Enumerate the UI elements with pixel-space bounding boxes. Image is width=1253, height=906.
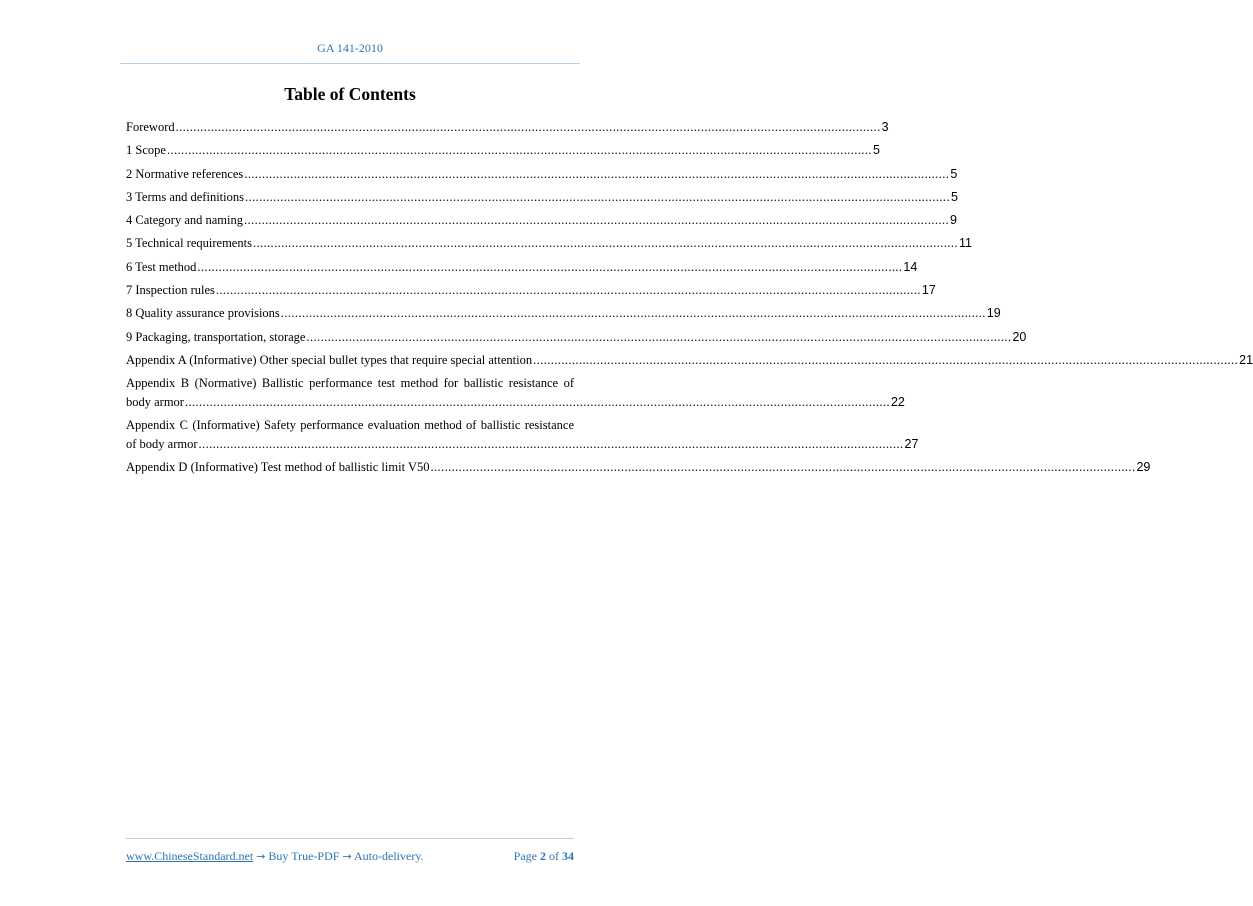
dot-leader: ........................................................................................................................................................................................................ bbox=[280, 306, 986, 321]
running-header: GA 141-2010 bbox=[317, 41, 383, 55]
page-of-label: of bbox=[549, 849, 559, 863]
toc-entry-technical-requirements[interactable] bbox=[126, 235, 972, 251]
toc-entry-scope[interactable] bbox=[126, 142, 880, 158]
dot-leader: ........................................................................................................................................................................................................ bbox=[252, 236, 958, 251]
toc-page-number: 22 bbox=[890, 394, 905, 409]
toc-page-number: 9 bbox=[950, 213, 957, 228]
toc-page-number: 27 bbox=[904, 436, 919, 451]
dot-leader: ........................................................................................................................................................................................................ bbox=[197, 259, 903, 274]
toc-entry-terms-and-definitions[interactable] bbox=[126, 189, 958, 205]
toc-entry-foreword[interactable] bbox=[126, 119, 889, 135]
toc-page-number: 17 bbox=[921, 283, 936, 298]
website-link[interactable]: www.ChineseStandard.net bbox=[126, 849, 254, 863]
page-current: 2 bbox=[540, 849, 546, 863]
dot-leader: ........................................................................................................................................................................................................ bbox=[166, 143, 872, 158]
footer-divider bbox=[126, 838, 574, 839]
dot-leader: ........................................................................................................................................................................................................ bbox=[244, 213, 949, 228]
toc-entry-appendix-d[interactable] bbox=[126, 459, 1151, 475]
toc-page-number: 11 bbox=[958, 236, 972, 251]
arrow-right-icon: → bbox=[256, 850, 266, 863]
toc-entry-text-line1: Appendix B (Normative) Ballistic performance test method for ballistic resistance of bbox=[126, 376, 574, 391]
footer-left bbox=[126, 849, 424, 864]
toc-entry-text: 1 Scope bbox=[126, 143, 166, 158]
toc-page-number: 5 bbox=[950, 166, 958, 181]
toc-entry-appendix-b[interactable] bbox=[126, 375, 905, 410]
toc-entry-text: 3 Terms and definitions bbox=[126, 189, 244, 204]
toc-entry-packaging[interactable] bbox=[126, 329, 1027, 345]
toc-page-number: 19 bbox=[986, 306, 1001, 321]
toc-entry-text: Foreword bbox=[126, 120, 175, 134]
toc-entry-text-line1: Appendix C (Informative) Safety performance evaluation method of ballistic resistance bbox=[126, 418, 574, 433]
header-divider bbox=[120, 63, 580, 64]
toc-entry-text: 6 Test method bbox=[126, 259, 197, 274]
toc-entry-normative-references[interactable] bbox=[126, 166, 958, 182]
dot-leader: ........................................................................................................................................................................................................ bbox=[306, 329, 1012, 344]
page-footer bbox=[126, 849, 574, 864]
toc-entry-text-line2: body armor bbox=[126, 394, 184, 409]
toc-entry-text: Appendix A (Informative) Other special bullet types that require special attention bbox=[126, 352, 533, 367]
dot-leader: ........................................................................................................................................................................................................ bbox=[244, 189, 950, 204]
toc-entry-text: 4 Category and naming bbox=[126, 213, 243, 228]
page-title: Table of Contents bbox=[284, 84, 416, 104]
page-label: Page bbox=[513, 849, 537, 863]
arrow-right-icon: → bbox=[342, 850, 352, 863]
auto-delivery-text: Auto-delivery. bbox=[354, 849, 424, 863]
toc-entry-test-method[interactable] bbox=[126, 259, 918, 275]
page-total: 34 bbox=[562, 849, 574, 863]
buy-true-pdf-text: Buy True-PDF bbox=[268, 849, 340, 863]
dot-leader: ........................................................................................................................................................................................................ bbox=[184, 394, 890, 409]
dot-leader: ........................................................................................................................................................................................................ bbox=[533, 352, 1239, 367]
toc-entry-text-line2: of body armor bbox=[126, 436, 198, 451]
toc-entry-text: 8 Quality assurance provisions bbox=[126, 306, 280, 321]
toc-page-number: 5 bbox=[872, 143, 880, 158]
toc-page-number: 29 bbox=[1136, 459, 1151, 474]
dot-leader: ........................................................................................................................................................................................................ bbox=[198, 436, 904, 451]
toc-page-number: 21 bbox=[1239, 352, 1253, 367]
toc-entry-text: 2 Normative references bbox=[126, 166, 244, 181]
toc-entry-text: 7 Inspection rules bbox=[126, 283, 215, 298]
toc-entry-inspection-rules[interactable] bbox=[126, 282, 936, 298]
toc-entry-text: 5 Technical requirements bbox=[126, 236, 252, 251]
toc-entry-quality-assurance[interactable] bbox=[126, 305, 1001, 321]
toc-page-number: 20 bbox=[1012, 329, 1027, 344]
table-of-contents bbox=[126, 119, 1253, 482]
toc-entry-category-and-naming[interactable] bbox=[126, 212, 957, 228]
dot-leader: ........................................................................................................................................................................................................ bbox=[215, 283, 921, 298]
dot-leader: ........................................................................................................................................................................................................ bbox=[244, 166, 950, 181]
toc-page-number: 5 bbox=[950, 189, 958, 204]
toc-page-number: 14 bbox=[903, 259, 918, 274]
toc-entry-appendix-c[interactable] bbox=[126, 417, 919, 452]
toc-entry-text: 9 Packaging, transportation, storage bbox=[126, 329, 306, 344]
toc-page-number: 3 bbox=[881, 120, 889, 134]
toc-entry-text: Appendix D (Informative) Test method of ballistic limit V50 bbox=[126, 459, 430, 474]
page-indicator bbox=[514, 849, 574, 864]
dot-leader: ........................................................................................................................................................................................................ bbox=[430, 459, 1136, 474]
dot-leader: ........................................................................................................................................................................................................ bbox=[175, 120, 881, 134]
toc-entry-appendix-a[interactable] bbox=[126, 352, 1253, 368]
